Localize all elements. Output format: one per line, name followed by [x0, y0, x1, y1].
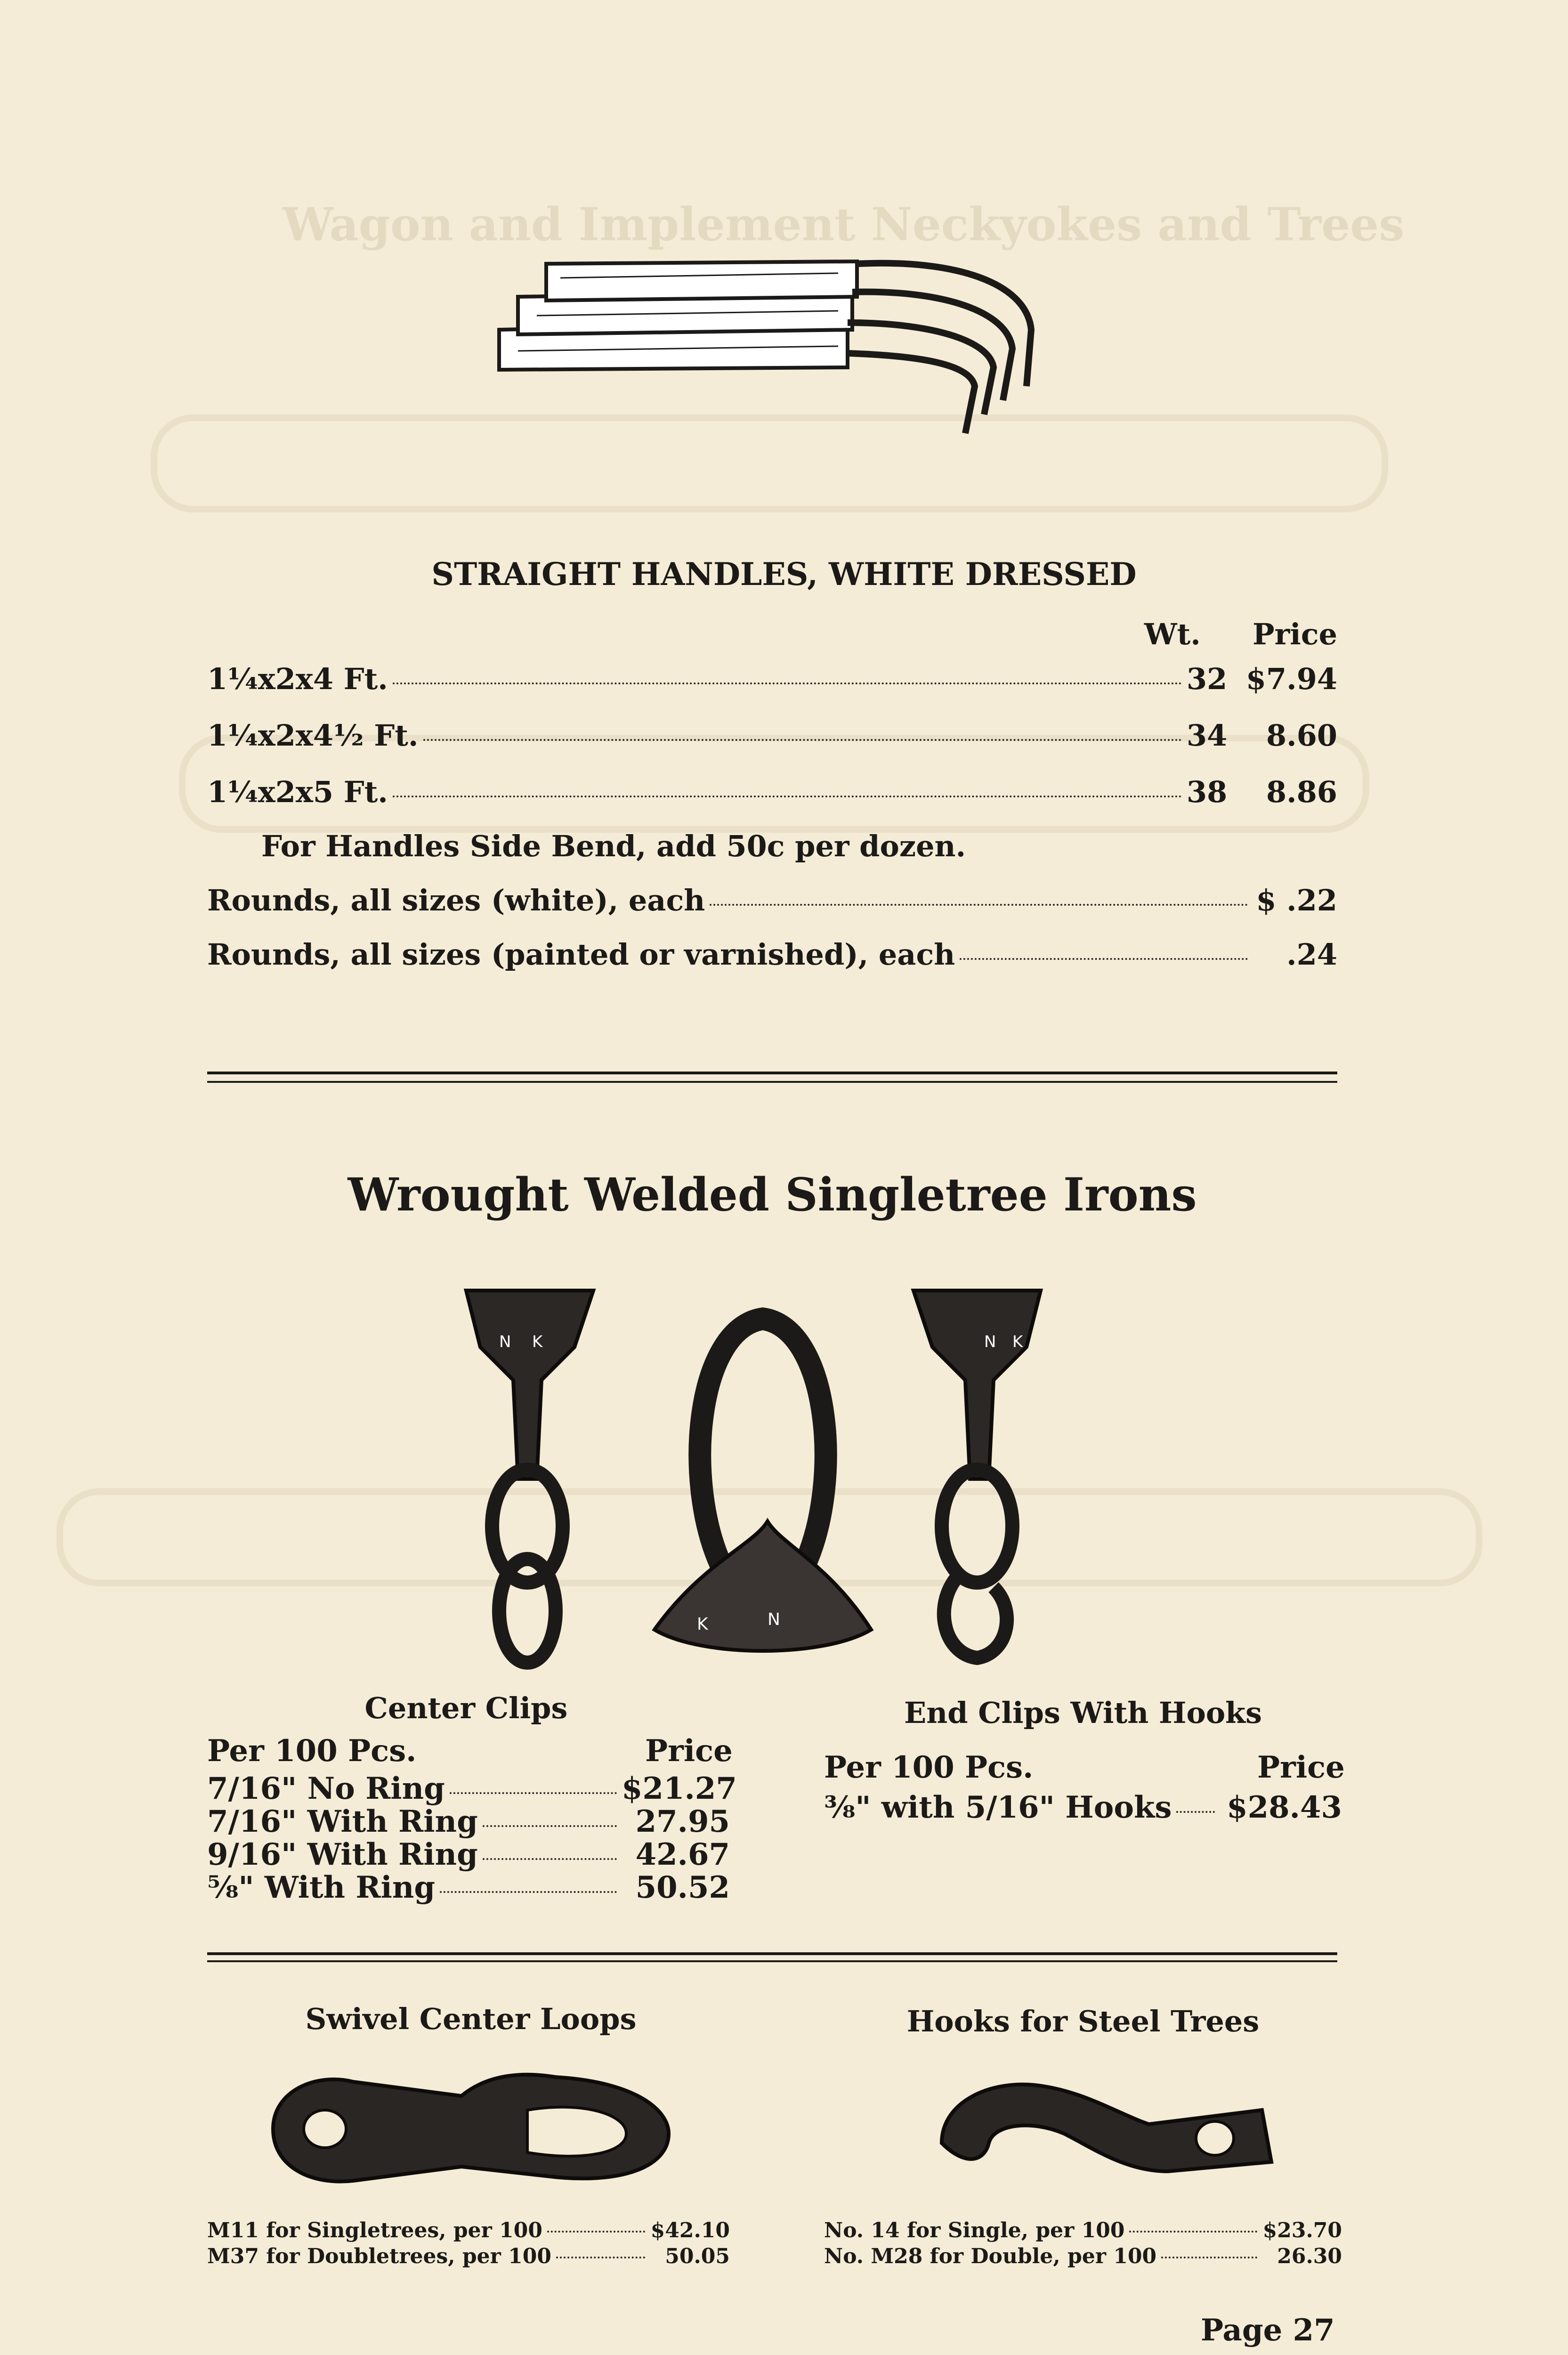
- rounds-price: .24: [1286, 937, 1337, 972]
- swivel-title: Swivel Center Loops: [305, 2002, 637, 2036]
- center-clip-row: [207, 1870, 730, 1905]
- dot-leader: [710, 904, 1248, 906]
- dot-leader: [450, 1792, 617, 1794]
- column-header-wt: Wt.: [1144, 617, 1201, 651]
- dot-leader: [423, 739, 1182, 741]
- hooks-label: No. M28 for Double, per 100: [824, 2244, 1157, 2268]
- hooks-title: Hooks for Steel Trees: [906, 2004, 1260, 2038]
- dot-leader: [393, 682, 1182, 684]
- rounds-label: Rounds, all sizes (white), each: [207, 883, 705, 918]
- dot-leader: [483, 1858, 617, 1860]
- center-clip-price: $21.27: [622, 1771, 737, 1806]
- rounds-price: $ .22: [1256, 883, 1337, 918]
- swivel-price: $42.10: [650, 2218, 730, 2242]
- center-clips-title: Center Clips: [364, 1691, 568, 1725]
- center-clips-col-right: Price: [645, 1733, 733, 1769]
- handles-illustration: [490, 245, 1055, 443]
- handle-size: 1¼x2x5 Ft.: [207, 775, 388, 809]
- center-clip-label: ⅝" With Ring: [207, 1870, 436, 1905]
- end-clip-illustration: [904, 1281, 1055, 1667]
- center-clip-label: 9/16" With Ring: [207, 1837, 478, 1872]
- singletree-title: Wrought Welded Singletree Irons: [348, 1168, 1197, 1221]
- dot-leader: [960, 958, 1248, 960]
- center-clip-row: [207, 1771, 737, 1806]
- hooks-label: No. 14 for Single, per 100: [824, 2218, 1125, 2242]
- svg-text:N: N: [499, 1332, 511, 1351]
- dot-leader: [1129, 2231, 1257, 2233]
- end-clips-title: End Clips With Hooks: [904, 1696, 1262, 1730]
- swivel-label: M37 for Doubletrees, per 100: [207, 2244, 552, 2268]
- bleed-through-text: Wagon and Implement Neckyokes and Trees: [283, 198, 1405, 251]
- dot-leader: [483, 1825, 617, 1827]
- center-clip-row: [207, 1804, 730, 1839]
- dot-leader: [1161, 2257, 1257, 2258]
- handle-weight: 38: [1187, 775, 1228, 809]
- page-number: Page 27: [1201, 2313, 1335, 2348]
- handles-note: For Handles Side Bend, add 50c per dozen.: [261, 829, 966, 863]
- hooks-row: [824, 2218, 1342, 2242]
- dot-leader: [440, 1891, 617, 1893]
- end-clip-label: ⅜" with 5/16" Hooks: [824, 1790, 1172, 1825]
- handle-weight: 32: [1187, 662, 1228, 696]
- hooks-price: 26.30: [1277, 2244, 1342, 2268]
- swivel-row: [207, 2218, 730, 2242]
- hooks-price: $23.70: [1262, 2218, 1342, 2242]
- rounds-label: Rounds, all sizes (painted or varnished), each: [207, 937, 955, 972]
- column-header-price: Price: [1253, 617, 1338, 651]
- center-clip-label: 7/16" With Ring: [207, 1804, 478, 1839]
- swivel-label: M11 for Singletrees, per 100: [207, 2218, 542, 2242]
- swivel-row: [207, 2244, 730, 2268]
- handle-size: 1¼x2x4½ Ft.: [207, 718, 419, 753]
- rounds-row: [207, 883, 1337, 918]
- double-rule-top: [207, 1072, 1337, 1074]
- svg-text:K: K: [1012, 1332, 1023, 1351]
- svg-text:K: K: [697, 1615, 708, 1634]
- center-clips-col-left: Per 100 Pcs.: [207, 1733, 417, 1769]
- dot-leader: [393, 796, 1182, 797]
- center-clip-price: 27.95: [635, 1804, 730, 1839]
- end-clip-price: $28.43: [1227, 1790, 1342, 1825]
- swivel-price: 50.05: [665, 2244, 730, 2268]
- handle-price: 8.60: [1266, 718, 1337, 753]
- end-clips-col-left: Per 100 Pcs.: [824, 1750, 1034, 1785]
- rounds-row: [207, 937, 1337, 972]
- center-clip-row: [207, 1837, 730, 1872]
- center-clip-label: 7/16" No Ring: [207, 1771, 445, 1806]
- handles-title: STRAIGHT HANDLES, WHITE DRESSED: [431, 556, 1137, 593]
- steel-tree-hook-illustration: [923, 2068, 1281, 2190]
- center-clip-price: 42.67: [635, 1837, 730, 1872]
- svg-text:N: N: [768, 1610, 780, 1629]
- handle-row: [207, 775, 1337, 809]
- center-clip-illustration-middle: [645, 1300, 881, 1658]
- swivel-loop-illustration: [264, 2063, 678, 2195]
- handle-price: $7.94: [1245, 662, 1337, 696]
- double-rule-bottom: [207, 1960, 1337, 1962]
- dot-leader: [556, 2257, 645, 2258]
- double-rule-bottom: [207, 1081, 1337, 1083]
- handle-row: [207, 662, 1337, 696]
- end-clip-row: [824, 1790, 1342, 1825]
- handle-size: 1¼x2x4 Ft.: [207, 662, 388, 696]
- dot-leader: [1176, 1811, 1215, 1813]
- end-clips-col-right: Price: [1257, 1750, 1345, 1785]
- center-clip-illustration-left: [461, 1281, 603, 1667]
- dot-leader: [547, 2231, 645, 2233]
- double-rule-top: [207, 1952, 1337, 1955]
- hooks-row: [824, 2244, 1342, 2268]
- handle-row: [207, 718, 1337, 753]
- svg-text:K: K: [532, 1332, 543, 1351]
- svg-text:N: N: [984, 1332, 996, 1351]
- handle-weight: 34: [1187, 718, 1228, 753]
- center-clip-price: 50.52: [635, 1870, 730, 1905]
- handle-price: 8.86: [1266, 775, 1337, 809]
